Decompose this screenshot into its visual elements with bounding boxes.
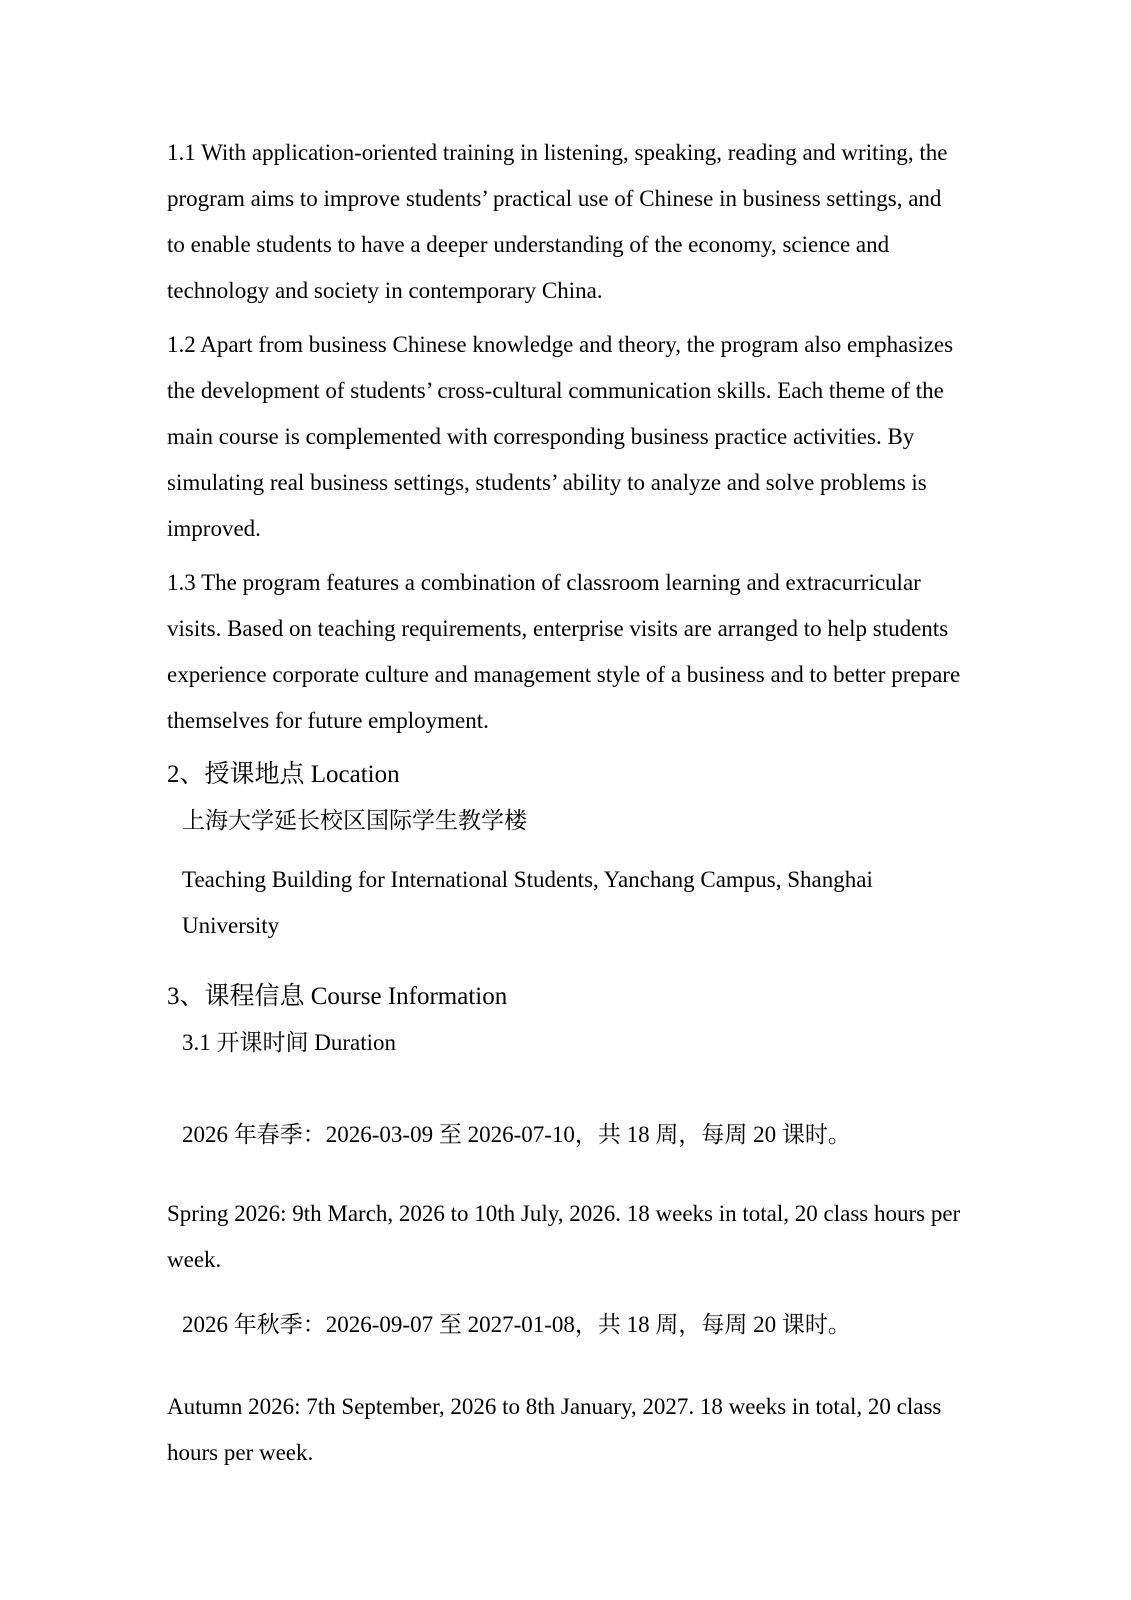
location-address-en: Teaching Building for International Students, Yanchang Campus, Shanghai University xyxy=(182,867,873,938)
spring-term-dates-zh: 2026 年春季：2026-03-09 至 2026-07-10，共 18 周，每周 20 课时。 xyxy=(182,1122,851,1147)
paragraph-1-1: 1.1 With application-oriented training in listening, speaking, reading and writing, the program aims to improve students’ practical use of Chinese in business settings, and to enable students to have a deeper understanding of the economy, science and technology and society in contemporary China. xyxy=(167,140,948,303)
paragraph-1-2: 1.2 Apart from business Chinese knowledge and theory, the program also emphasizes the development of students’ cross-cultural communication skills. Each theme of the main course is complemented with corresponding business practice activities. By simulating real business settings, students’ ability to analyze and solve problems is improved. xyxy=(167,332,954,541)
section-3-1-duration-subheading: 3.1 开课时间 Duration xyxy=(182,1030,397,1055)
section-3-course-info-heading: 3、课程信息 Course Information xyxy=(167,983,508,1010)
autumn-term-dates-en: Autumn 2026: 7th September, 2026 to 8th January, 2027. 18 weeks in total, 20 class hours per week. xyxy=(167,1394,942,1465)
autumn-term-dates-zh: 2026 年秋季：2026-09-07 至 2027-01-08，共 18 周，每周 20 课时。 xyxy=(182,1312,851,1337)
spring-term-dates-en: Spring 2026: 9th March, 2026 to 10th July, 2026. 18 weeks in total, 20 class hours per week. xyxy=(167,1201,961,1272)
paragraph-1-3: 1.3 The program features a combination of classroom learning and extracurricular visits. Based on teaching requirements, enterprise visits are arranged to help students experience corporate culture and management style of a business and to better prepare themselves for future employment. xyxy=(167,570,961,733)
section-2-location-heading: 2、授课地点 Location xyxy=(167,761,400,788)
location-address-zh: 上海大学延长校区国际学生教学楼 xyxy=(182,808,527,833)
